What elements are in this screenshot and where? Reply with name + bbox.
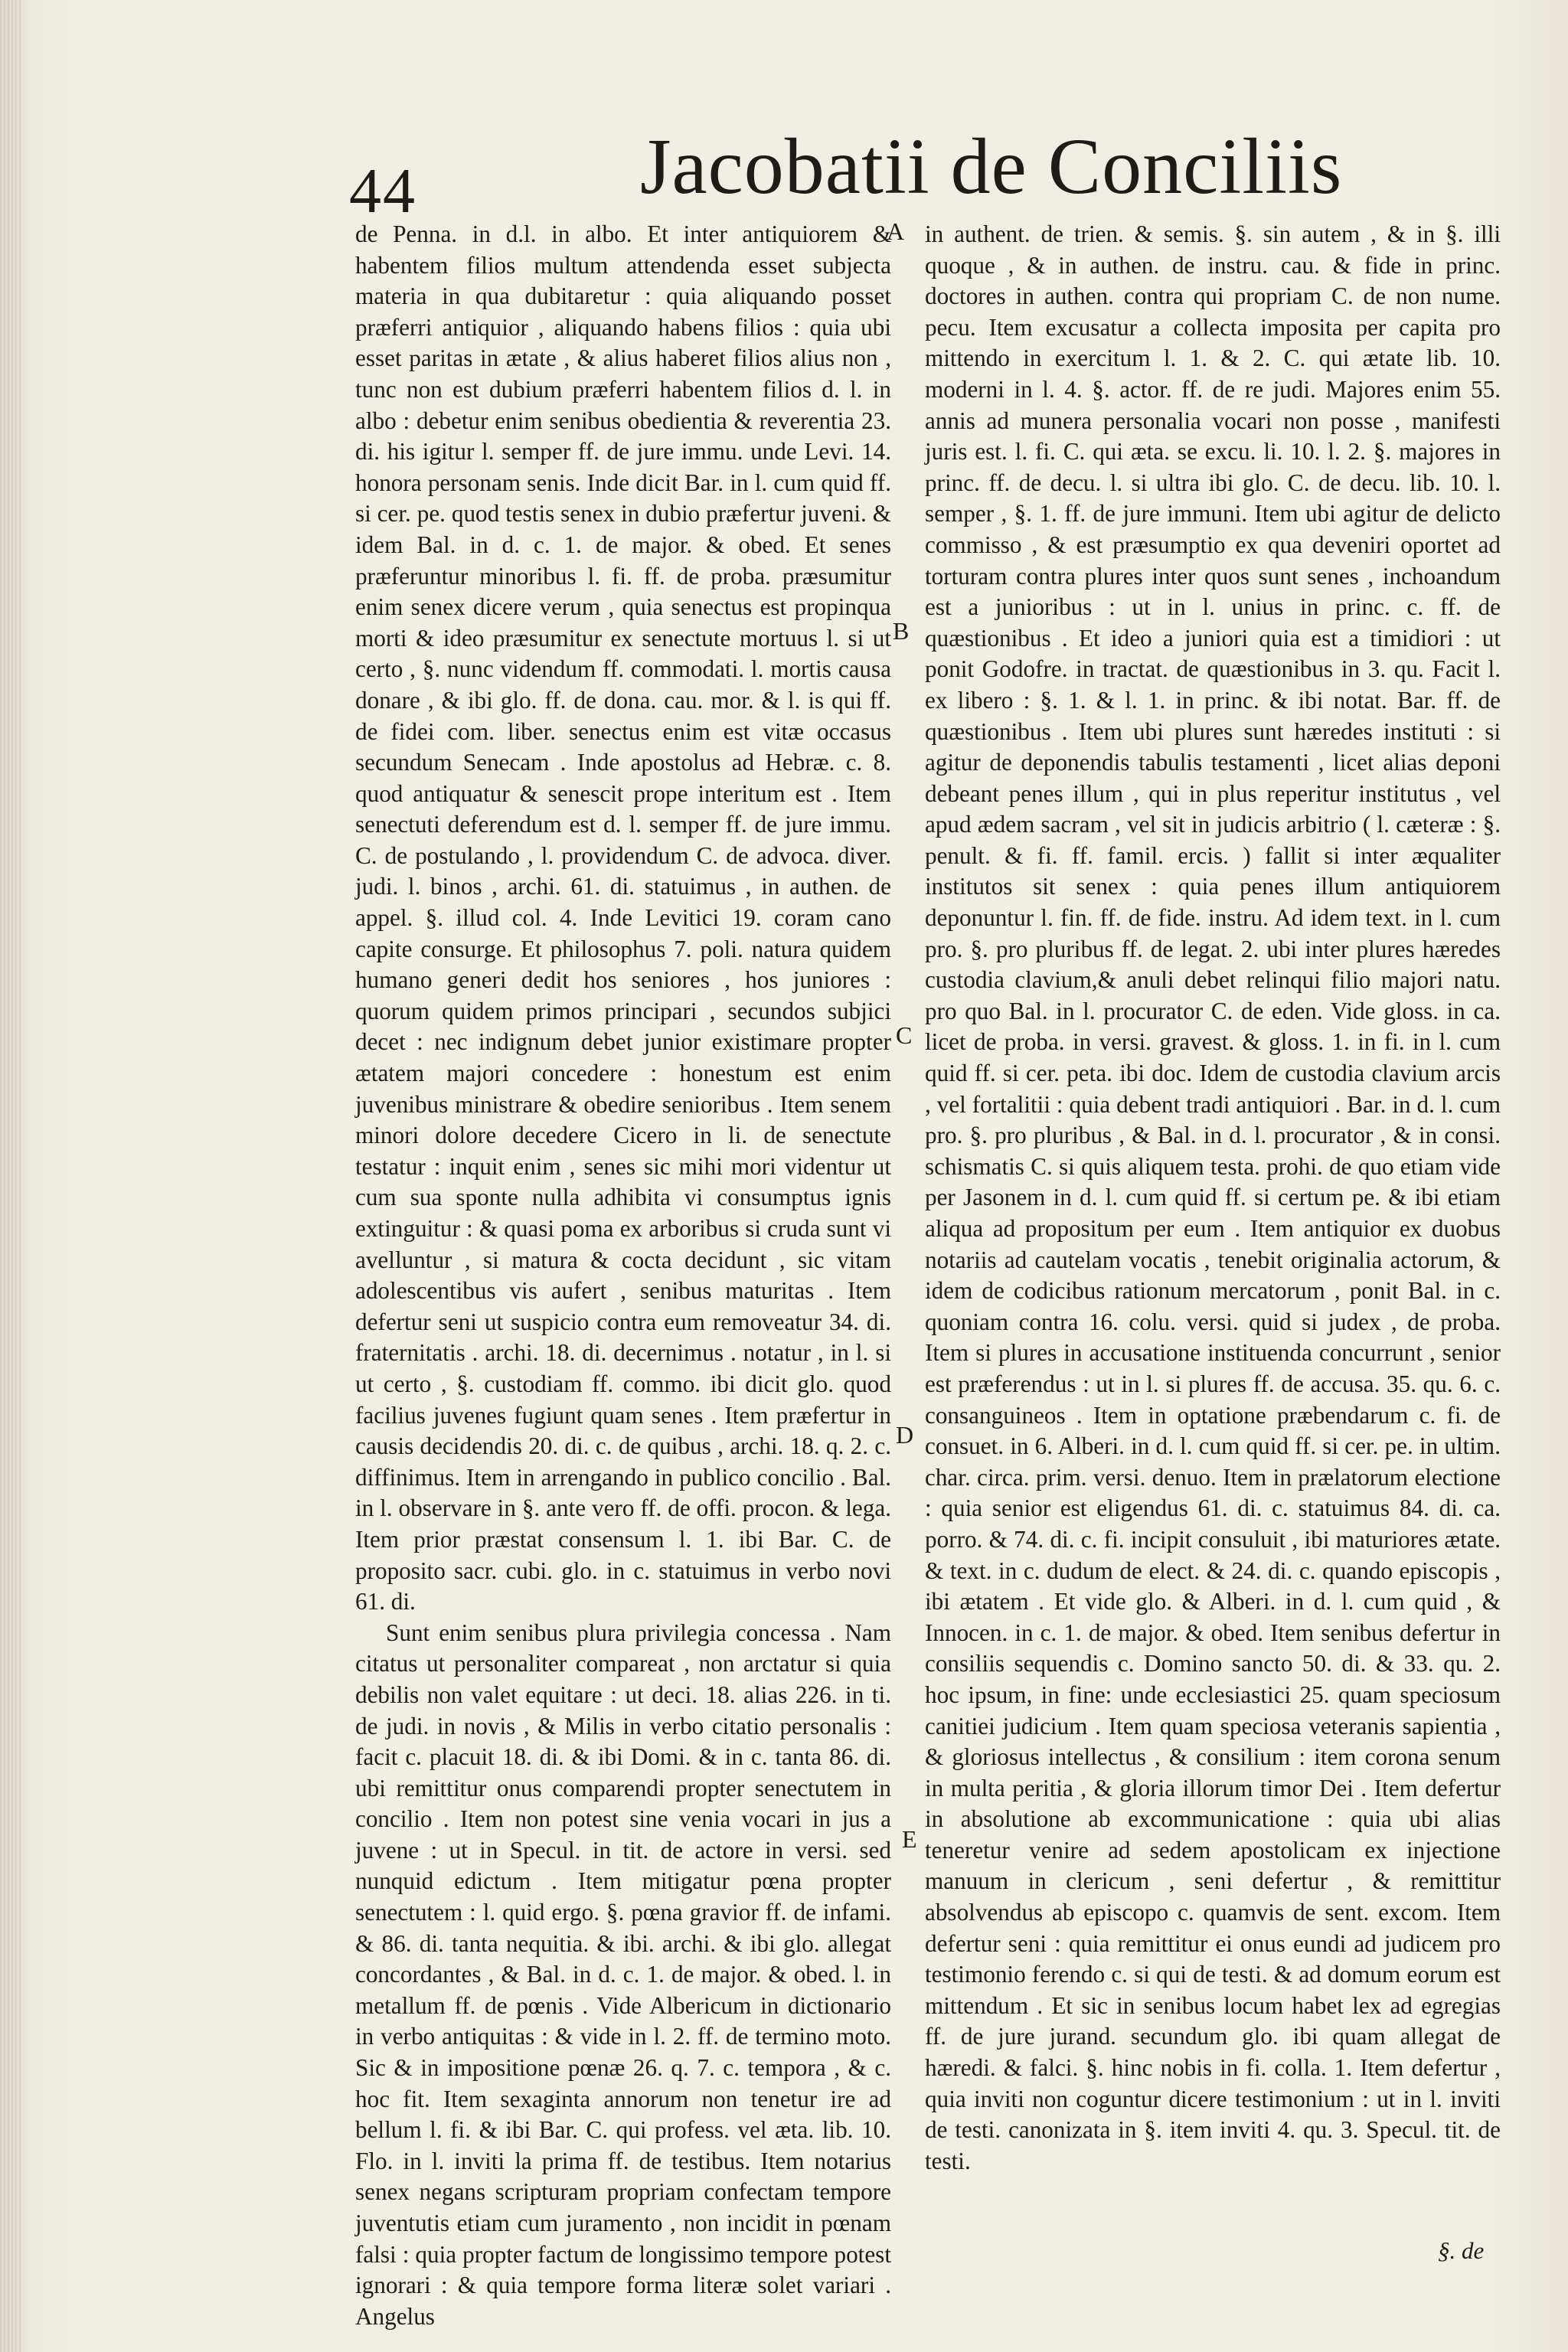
catchword: §. de bbox=[1438, 2237, 1485, 2264]
right-column-paragraph: in authent. de trien. & semis. §. sin autem , & in §. illi quoque , & in authen. de instru. cau. & fide in princ. doctores in authen. contra qui propriam C. de non nume. pecu. Item excusatur a collecta imposita per capita pro mittendo in exercitum l. 1. & 2. C. qui ætate lib. 10. moderni in l. 4. §. actor. ff. de re judi. Majores enim 55. annis ad munera personalia vocari non posse , manifesti juris est. l. fi. C. qui æta. se excu. li. 10. l. 2. §. majores in princ. ff. de decu. l. si ultra ibi glo. C. de decu. lib. 10. l. semper , §. 1. ff. de jure immuni. Item ubi agitur de delicto commisso , & est præsumptio ex qua deveniri oportet ad torturam contra plures inter quos sunt senes , inchoandum est a junioribus : ut in l. unius in princ. c. ff. de quæstionibus . Et ideo a juniori quia est a timidiori : ut ponit Godofre. in tractat. de quæstionibus in 3. qu. Facit l. ex libero : §. 1. & l. 1. in princ. & ibi notat. Bar. ff. de quæstionibus . Item ubi plures sunt hæredes instituti : si agitur de deponendis tabulis testamenti , licet alias deponi debeant penes illum , qui in plus reperitur institutus , vel apud ædem sacram , vel sit in judicis arbitrio ( l. cæteræ : §. penult. & fi. ff. famil. ercis. ) fallit si inter æqualiter institutos sit senex : quia penes illum antiquiorem deponuntur l. fin. ff. de fide. instru. Ad idem text. in l. cum pro. §. pro pluribus ff. de legat. 2. ubi inter plures hæredes custodia clavium,& anuli debet relinqui filio majori natu. pro quo Bal. in l. procurator C. de eden. Vide gloss. in ca. licet de proba. in versi. gravest. & gloss. 1. in fi. in l. cum quid ff. si cer. peta. ibi doc. Idem de custodia clavium arcis , vel fortalitii : quia debent tradi antiquiori . Bar. in d. l. cum pro. §. pro pluribus , & Bal. in d. l. procurator , & in consi. schismatis C. si quis aliquem testa. prohi. de quo etiam vide per Jasonem in d. l. cum quid ff. si certum pe. & ibi etiam aliqua ad propositum per eum . Item antiquior ex duobus notariis ad cautelam vocatis , tenebit originalia actorum, & idem de codicibus rationum mercatorum , ponit Bal. in c. quoniam contra 16. colu. versi. quid si judex , de proba. Item si plures in accusatione instituenda concurrunt , senior est præferendus : ut in l. si plures ff. de accusa. 35. qu. 6. c. consanguineos . Item in optatione præbendarum c. fi. de consuet. in 6. Alberi. in d. l. cum quid ff. si cer. pe. in ultim. char. circa. prim. versi. denuo. Item in prælatorum electione : quia senior est eligendus 61. di. c. statuimus 84. di. ca. porro. & 74. di. c. fi. incipit consuluit , ibi maturiores ætate. & text. in c. dudum de elect. & 24. di. c. quando episcopis , ibi ætatem . Et vide glo. & Alberi. in d. l. cum quid , & Innocen. in c. 1. de major. & obed. Item senibus defertur in consiliis sequendis c. Domino sancto 50. di. & 33. qu. 2. hoc ipsum, in fine: unde ecclesiastici 25. quam speciosum canitiei judicium . Item quam speciosa veteranis sapientia , & gloriosus intellectus , & consilium : item corona senum in multa peritia , & gloria illorum timor Dei . Item defertur in absolutione ab excommunicatione : quia ubi alias teneretur venire ad sedem apostolicam ex injectione manuum in clericum , seni defertur , & remittitur absolvendus ab episcopo c. quamvis de sent. excom. Item defertur seni : quia remittitur ei onus eundi ad judicem pro testimonio ferendo c. si qui de testi. & ad domum eorum est mittendum . Et sic in senibus locum habet lex ad egregias ff. de jure jurand. secundum glo. ibi quam allegat de hæredi. & falci. §. hinc nobis in fi. colla. 1. Item defertur , quia inviti non coguntur dicere testimonium : ut in l. inviti de testi. canonizata in §. item inviti 4. qu. 3. Specul. tit. de testi. bbox=[925, 220, 1501, 2174]
margin-letter-d: D bbox=[896, 1421, 914, 1449]
right-column bbox=[925, 219, 1501, 2177]
page-gutter-edge bbox=[0, 0, 21, 2352]
running-title: Jacobatii de Conciliis bbox=[640, 122, 1343, 211]
left-column-paragraph: Sunt enim senibus plura privilegia concessa . Nam citatus ut personaliter compareat , non arctatur si quia debilis non valet equitare : ut deci. 18. alias 226. in ti. de judi. in novis , & Milis in verbo citatio personalis : facit c. placuit 18. di. & ibi Domi. & in c. tanta 86. di. ubi remittitur onus comparendi propter senectutem in concilio . Item non potest sine venia vocari in jus a juvene : ut in Specul. in tit. de actore in versi. sed nunquid edictum . Item mitigatur pœna propter senectutem : l. quid ergo. §. pœna gravior ff. de infami. & 86. di. tanta nequitia. & ibi. archi. & ibi glo. allegat concordantes , & Bal. in d. c. 1. de major. & obed. l. in metallum ff. de pœnis . Vide Albericum in dictionario in verbo antiquitas : & vide in l. 2. ff. de termino moto. Sic & in impositione pœnæ 26. q. 7. c. tempora , & c. hoc fit. Item sexaginta annorum non tenetur ire ad bellum l. fi. & ibi Bar. C. qui profess. vel æta. lib. 10. Flo. in l. inviti la prima ff. de testibus. Item notarius senex negans scripturam propriam confectam tempore juventutis etiam cum juramento , non incidit in pœnam falsi : quia propter factum de longissimo tempore potest ignorari : & quia tempore forma literæ solet variari . Angelus bbox=[355, 1619, 891, 2330]
margin-letter-b: B bbox=[893, 617, 910, 645]
margin-letter-e: E bbox=[902, 1825, 917, 1853]
page-number: 44 bbox=[349, 155, 416, 227]
left-column-paragraph: de Penna. in d.l. in albo. Et inter antiquiorem & habentem filios multum attendenda esset subjecta materia in qua dubitaretur : quia aliquando posset præferri antiquior , aliquando habens filios : quia ubi esset paritas in ætate , & alius haberet filios alius non , tunc non est dubium præferri habentem filios d. l. in albo : debetur enim senibus obedientia & reverentia 23. di. his igitur l. semper ff. de jure immu. unde Levi. 14. honora personam senis. Inde dicit Bar. in l. cum quid ff. si cer. pe. quod testis senex in dubio præfertur juveni. & idem Bal. in d. c. 1. de major. & obed. Et senes præferuntur minoribus l. fi. ff. de proba. præsumitur enim senex dicere verum , quia senectus est propinqua morti & ideo præsumitur ex senectute mortuus l. si ut certo , §. nunc videndum ff. commodati. l. mortis causa donare , & ibi glo. ff. de dona. cau. mor. & l. is qui ff. de fidei com. liber. senectus enim est vitæ occasus secundum Senecam . Inde apostolus ad Hebræ. c. 8. quod antiquatur & senescit prope interitum est . Item senectuti deferendum est d. l. semper ff. de jure immu. C. de postulando , l. providendum C. de advoca. diver. judi. l. binos , archi. 61. di. statuimus , in authen. de appel. §. illud col. 4. Inde Levitici 19. coram cano capite consurge. Et philosophus 7. poli. natura quidem humano generi dedit hos seniores , hos juniores : quorum quidem primos principari , secundos subjici decet : nec indignum debet junior existimare propter ætatem majori concedere : honestum est enim juvenibus ministrare & obedire senioribus . Item senem minori dolore decedere Cicero in li. de senectute testatur : inquit enim , senes sic mihi mori videntur ut cum sua sponte nulla adhibita vi consumptus ignis extinguitur : & quasi poma ex arboribus si cruda sunt vi avelluntur , si matura & cocta decidunt , sic vitam adolescentibus vis aufert , senibus maturitas . Item defertur seni ut suspicio contra eum removeatur 34. di. fraternitatis . archi. 18. di. decernimus . notatur , in l. si ut certo , §. custodiam ff. commo. ibi dicit glo. quod facilius juvenes fugiunt quam senes . Item præfertur in causis decidendis 20. di. c. de quibus , archi. 18. q. 2. c. diffinimus. Item in arrengando in publico concilio . Bal. in l. observare in §. ante vero ff. de offi. procon. & lega. Item prior præstat consensum l. 1. ibi Bar. C. de proposito sacr. cubi. glo. in c. statuimus in verbo novi 61. di. bbox=[355, 220, 891, 1615]
margin-letter-c: C bbox=[896, 1021, 913, 1049]
margin-letter-a: A bbox=[887, 217, 905, 245]
left-column bbox=[355, 219, 891, 2332]
